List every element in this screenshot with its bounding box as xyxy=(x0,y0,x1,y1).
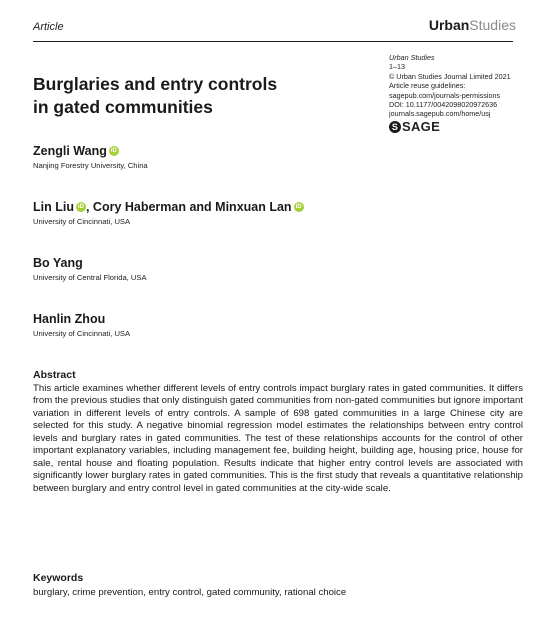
author-affiliation: Nanjing Forestry University, China xyxy=(33,161,148,170)
author-name: Zengli Wang xyxy=(33,144,107,158)
article-type-label: Article xyxy=(33,21,64,33)
author-affiliation: University of Cincinnati, USA xyxy=(33,329,131,338)
abstract-heading: Abstract xyxy=(33,369,76,381)
publisher-name: SAGE xyxy=(402,119,441,135)
meta-doi[interactable]: DOI: 10.1177/0042098020972636 xyxy=(389,100,498,110)
keywords-body: burglary, crime prevention, entry control, gated community, rational choice xyxy=(33,587,347,598)
author-block-4 xyxy=(33,311,130,339)
journal-logo xyxy=(429,16,516,34)
journal-logo-bold: Urban xyxy=(428,17,470,33)
publisher-logo xyxy=(389,121,529,133)
meta-journal: Urban Studies xyxy=(389,53,435,62)
meta-reuse-link[interactable]: sagepub.com/journals-permissions xyxy=(389,90,501,100)
author-affiliation: University of Cincinnati, USA xyxy=(33,217,131,226)
paper-title-line-2: in gated communities xyxy=(33,97,213,117)
author-affiliation: University of Central Florida, USA xyxy=(33,273,147,282)
header-divider xyxy=(33,41,513,42)
author-name: Lin Liu xyxy=(33,200,74,214)
meta-copyright: © Urban Studies Journal Limited 2021 xyxy=(389,71,511,81)
meta-reuse-label: Article reuse guidelines: xyxy=(389,81,466,91)
paper-title xyxy=(33,73,373,119)
orcid-icon[interactable]: iD xyxy=(295,204,302,210)
publication-meta xyxy=(389,53,529,133)
meta-journal-link[interactable]: journals.sagepub.com/home/usj xyxy=(389,109,491,119)
author-names-continued: , Cory Haberman and Minxuan Lan xyxy=(85,200,292,214)
sage-mark-icon: S xyxy=(389,121,401,133)
keywords-heading: Keywords xyxy=(33,572,84,584)
paper-title-line-1: Burglaries and entry controls xyxy=(33,74,278,94)
author-name: Hanlin Zhou xyxy=(33,312,106,326)
orcid-icon[interactable]: iD xyxy=(77,204,84,210)
author-name: Bo Yang xyxy=(33,256,83,270)
orcid-icon[interactable]: iD xyxy=(110,148,117,154)
author-block-2 xyxy=(33,199,304,227)
author-block-1 xyxy=(33,143,148,171)
abstract-body: This article examines whether different levels of entry controls impact burglary rates in gated communities. It differs from the previous studies that only distinguish gated communities from non-gated communities but ignore important variation in different levels of entry controls. A sample of 698 gated communities in a large Chinese city are selected for this study. A negative binomial regression model estimates the relationships between entry control levels and burglary rates in gated communities. The test of these relationships accounts for the control of other important explanatory variables, including management fee, building height, building age, housing price, house for sale, rental house and floating population. Results indicate that higher entry control levels are associated with significantly lower burglary rates in gated communities. This is the first study that reveals a quantitative relationship between burglary and entry control level in gated communities at the city-wide scale. xyxy=(33,383,523,494)
meta-pages: 1–13 xyxy=(389,62,405,72)
author-block-3 xyxy=(33,255,147,283)
journal-logo-light: Studies xyxy=(469,17,516,33)
